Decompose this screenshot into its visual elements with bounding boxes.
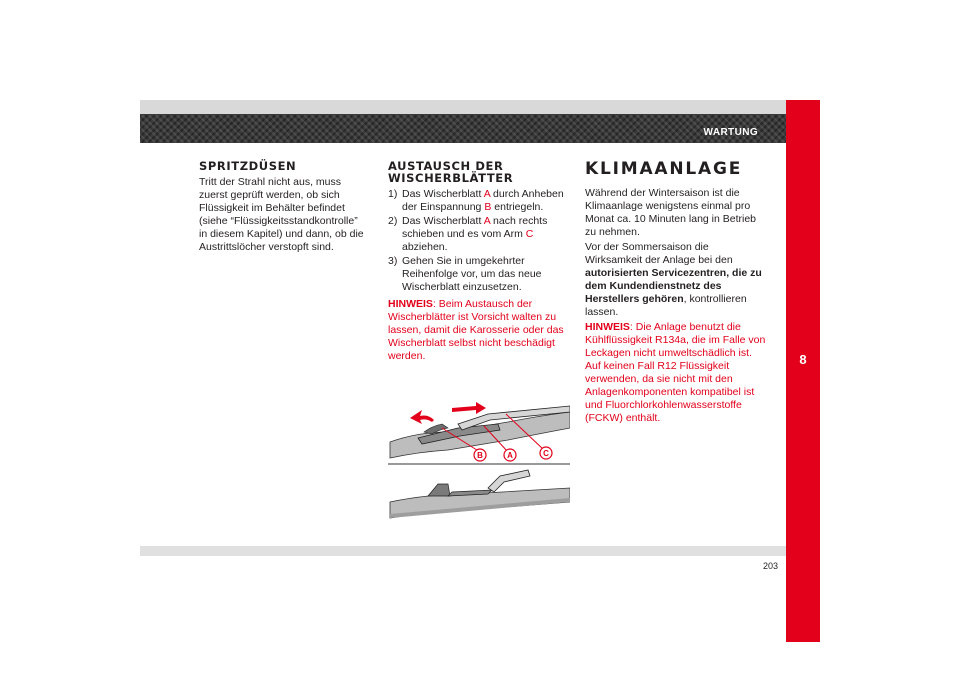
label-b: B	[477, 451, 483, 460]
header-banner	[140, 100, 786, 143]
column-klima	[585, 160, 767, 427]
chapter-tab	[786, 242, 820, 642]
step-number: 3)	[388, 255, 398, 267]
step-text: Das Wischerblatt A durch Anheben der Einspannung B entriegeln.	[402, 188, 564, 213]
note-wischer	[388, 298, 570, 363]
arrow-slide-icon	[452, 402, 486, 414]
step-number: 2)	[388, 215, 398, 227]
text-klima-1: Während der Wintersaison ist die Klimaanlage wenigstens einmal pro Monat ca. 10 Minuten lang in Betrieb zu nehmen.	[585, 187, 757, 238]
text-klima-2: Vor der Sommersaison die Wirksamkeit der Anlage bei den autorisierten Servicezentren, die zu dem Kundendienstnetz des Herstellers gehören, kontrollieren lassen.	[585, 241, 762, 318]
note-label: HINWEIS	[388, 298, 433, 310]
heading-wischer	[388, 160, 570, 184]
page-number: 203	[762, 561, 778, 571]
heading-spritzduesen: SPRITZDÜSEN	[199, 159, 297, 173]
column-spritzduesen	[199, 160, 367, 256]
note-text: : Die Anlage benutzt die Kühlflüssigkeit R134a, die im Falle von Leckagen nicht umweltschädlich ist. Auf keinen Fall R12 Flüssigkeit verwenden, da sie nicht mit den Anlagenkomponenten kompatibel ist und Fluorchlorkohlenwasserstoffe (FCKW) enthält.	[585, 321, 766, 424]
chapter-number: 8	[799, 352, 807, 367]
section-title: WARTUNG	[703, 127, 758, 138]
heading-wischer-line2: WISCHERBLÄTTER	[388, 171, 514, 185]
header-top-strip	[140, 100, 786, 114]
wiper-blade-figure	[388, 398, 570, 524]
label-c: C	[543, 449, 549, 458]
note-label: HINWEIS	[585, 321, 630, 333]
step-text: Das Wischerblatt A nach rechts schieben und es vom Arm C abziehen.	[402, 215, 548, 253]
footer-bar	[140, 546, 786, 556]
list-item	[388, 255, 570, 294]
chapter-tab-top	[786, 100, 820, 242]
step-text: Gehen Sie in umgekehrter Reihenfolge vor, um das neue Wischerblatt einzusetzen.	[402, 255, 542, 293]
list-item	[388, 215, 570, 254]
wiper-top-drawing	[390, 402, 570, 461]
column-wischer	[388, 160, 570, 365]
text-spritzduesen: Tritt der Strahl nicht aus, muss zuerst geprüft werden, ob sich Flüssigkeit im Behälter befindet (siehe “Flüssigkeitsstandkontrolle” in diesem Kapitel) und dann, ob die Austrittslöcher verstopft sind.	[199, 176, 364, 253]
arrow-lift-icon	[410, 410, 434, 424]
wiper-bottom-drawing	[390, 470, 570, 518]
wischer-steps	[388, 188, 570, 294]
note-klima	[585, 321, 767, 425]
step-number: 1)	[388, 188, 398, 200]
heading-wischer-line1: AUSTAUSCH DER	[388, 159, 504, 173]
label-a: A	[507, 451, 513, 460]
list-item	[388, 188, 570, 214]
heading-klima: KLIMAANLAGE	[585, 159, 743, 179]
note-text: : Beim Austausch der Wischerblätter ist Vorsicht walten zu lassen, damit die Karosserie oder das Wischerblatt selbst nicht beschädigt werden.	[388, 298, 564, 362]
